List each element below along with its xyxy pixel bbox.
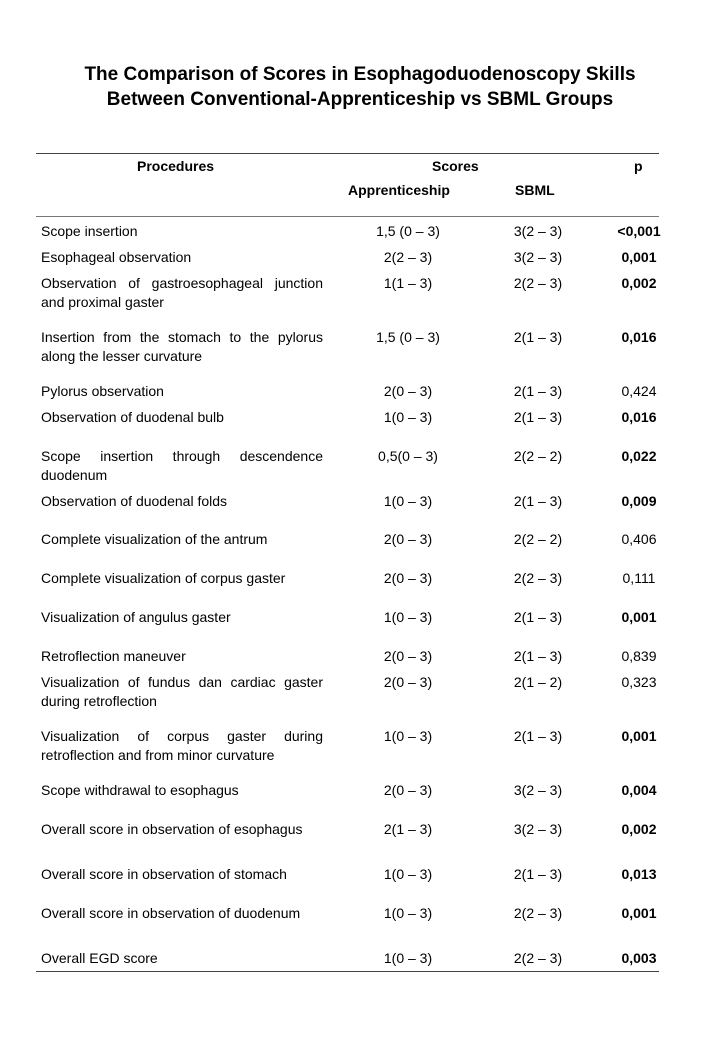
table-body — [36, 217, 659, 971]
procedure-cell: Scope withdrawal to esophagus — [41, 782, 239, 798]
apprenticeship-cell: 2(1 – 3) — [383, 821, 433, 837]
results-table — [36, 153, 659, 972]
p-value-cell: 0,001 — [621, 905, 657, 921]
p-value-cell: 0,406 — [621, 531, 657, 547]
sbml-cell: 2(1 – 3) — [513, 383, 563, 399]
p-value-cell: 0,016 — [621, 409, 657, 425]
sbml-cell: 2(1 – 3) — [513, 728, 563, 744]
procedure-cell: Overall score in observation of stomach — [41, 866, 287, 882]
sbml-cell: 2(2 – 2) — [513, 531, 563, 547]
procedure-cell: Observation of duodenal bulb — [41, 409, 224, 425]
p-value-cell: 0,001 — [621, 609, 657, 625]
p-value-cell: 0,111 — [622, 570, 656, 586]
apprenticeship-cell: 2(0 – 3) — [383, 383, 433, 399]
apprenticeship-cell: 2(0 – 3) — [383, 648, 433, 664]
p-value-cell: 0,001 — [621, 249, 657, 265]
procedure-cell: Retroflection maneuver — [41, 648, 186, 664]
apprenticeship-cell: 2(0 – 3) — [383, 531, 433, 547]
procedure-cell: Complete visualization of corpus gaster — [41, 570, 286, 586]
p-value-cell: <0,001 — [617, 223, 661, 239]
sbml-cell: 2(1 – 3) — [513, 866, 563, 882]
sbml-cell: 2(2 – 2) — [513, 448, 563, 464]
p-value-cell: 0,003 — [621, 950, 657, 966]
procedure-cell: Visualization of corpus gaster during retroflection and from minor curvature — [41, 728, 323, 763]
sbml-cell: 2(2 – 3) — [513, 905, 563, 921]
apprenticeship-cell: 1(0 – 3) — [383, 728, 433, 744]
procedure-cell: Pylorus observation — [41, 383, 164, 399]
header-procedures: Procedures — [137, 158, 215, 174]
procedure-cell: Overall EGD score — [41, 950, 158, 966]
title-line-2: Between Conventional-Apprenticeship vs SBML Groups — [106, 89, 614, 110]
apprenticeship-cell: 2(2 – 3) — [383, 249, 433, 265]
sbml-cell: 2(1 – 2) — [513, 674, 563, 690]
sbml-cell: 2(1 – 3) — [513, 609, 563, 625]
sbml-cell: 3(2 – 3) — [513, 249, 563, 265]
table-header — [36, 154, 659, 217]
p-value-cell: 0,022 — [621, 448, 657, 464]
procedure-cell: Visualization of fundus dan cardiac gaster during retroflection — [41, 674, 323, 709]
sbml-cell: 2(2 – 3) — [513, 950, 563, 966]
header-scores: Scores — [432, 158, 479, 174]
page-title — [0, 62, 720, 112]
apprenticeship-cell: 0,5(0 – 3) — [378, 448, 438, 464]
apprenticeship-cell: 2(0 – 3) — [383, 570, 433, 586]
apprenticeship-cell: 2(0 – 3) — [383, 674, 433, 690]
procedure-cell: Overall score in observation of esophagus — [41, 821, 303, 837]
header-p: p — [634, 158, 643, 174]
apprenticeship-cell: 1(0 – 3) — [383, 905, 433, 921]
procedure-cell: Observation of duodenal folds — [41, 493, 228, 509]
sbml-cell: 2(1 – 3) — [513, 648, 563, 664]
apprenticeship-cell: 1(0 – 3) — [383, 866, 433, 882]
sbml-cell: 2(2 – 3) — [513, 275, 563, 291]
apprenticeship-cell: 1,5 (0 – 3) — [376, 329, 440, 345]
p-value-cell: 0,839 — [621, 648, 657, 664]
p-value-cell: 0,323 — [621, 674, 657, 690]
apprenticeship-cell: 1(0 – 3) — [383, 409, 433, 425]
title-line-1: The Comparison of Scores in Esophagoduodenoscopy Skills — [84, 64, 636, 85]
procedure-cell: Complete visualization of the antrum — [41, 531, 268, 547]
procedure-cell: Insertion from the stomach to the pylorus along the lesser curvature — [41, 329, 323, 364]
sbml-cell: 3(2 – 3) — [513, 821, 563, 837]
p-value-cell: 0,016 — [621, 329, 657, 345]
p-value-cell: 0,009 — [621, 493, 657, 509]
sbml-cell: 3(2 – 3) — [513, 782, 563, 798]
procedure-cell: Observation of gastroesophageal junction and proximal gaster — [41, 275, 323, 310]
p-value-cell: 0,004 — [621, 782, 657, 798]
sbml-cell: 2(2 – 3) — [513, 570, 563, 586]
p-value-cell: 0,002 — [621, 275, 657, 291]
apprenticeship-cell: 1(0 – 3) — [383, 493, 433, 509]
apprenticeship-cell: 2(0 – 3) — [383, 782, 433, 798]
header-apprenticeship: Apprenticeship — [348, 182, 450, 198]
p-value-cell: 0,001 — [621, 728, 657, 744]
apprenticeship-cell: 1,5 (0 – 3) — [376, 223, 440, 239]
sbml-cell: 3(2 – 3) — [513, 223, 563, 239]
apprenticeship-cell: 1(0 – 3) — [383, 609, 433, 625]
apprenticeship-cell: 1(1 – 3) — [383, 275, 433, 291]
procedure-cell: Esophageal observation — [41, 249, 192, 265]
procedure-cell: Scope insertion — [41, 223, 138, 239]
p-value-cell: 0,002 — [621, 821, 657, 837]
sbml-cell: 2(1 – 3) — [513, 329, 563, 345]
sbml-cell: 2(1 – 3) — [513, 493, 563, 509]
procedure-cell: Overall score in observation of duodenum — [41, 905, 301, 921]
p-value-cell: 0,013 — [621, 866, 657, 882]
p-value-cell: 0,424 — [621, 383, 657, 399]
procedure-cell: Visualization of angulus gaster — [41, 609, 231, 625]
procedure-cell: Scope insertion through descendence duodenum — [41, 448, 323, 483]
header-sbml: SBML — [515, 182, 555, 198]
apprenticeship-cell: 1(0 – 3) — [383, 950, 433, 966]
sbml-cell: 2(1 – 3) — [513, 409, 563, 425]
